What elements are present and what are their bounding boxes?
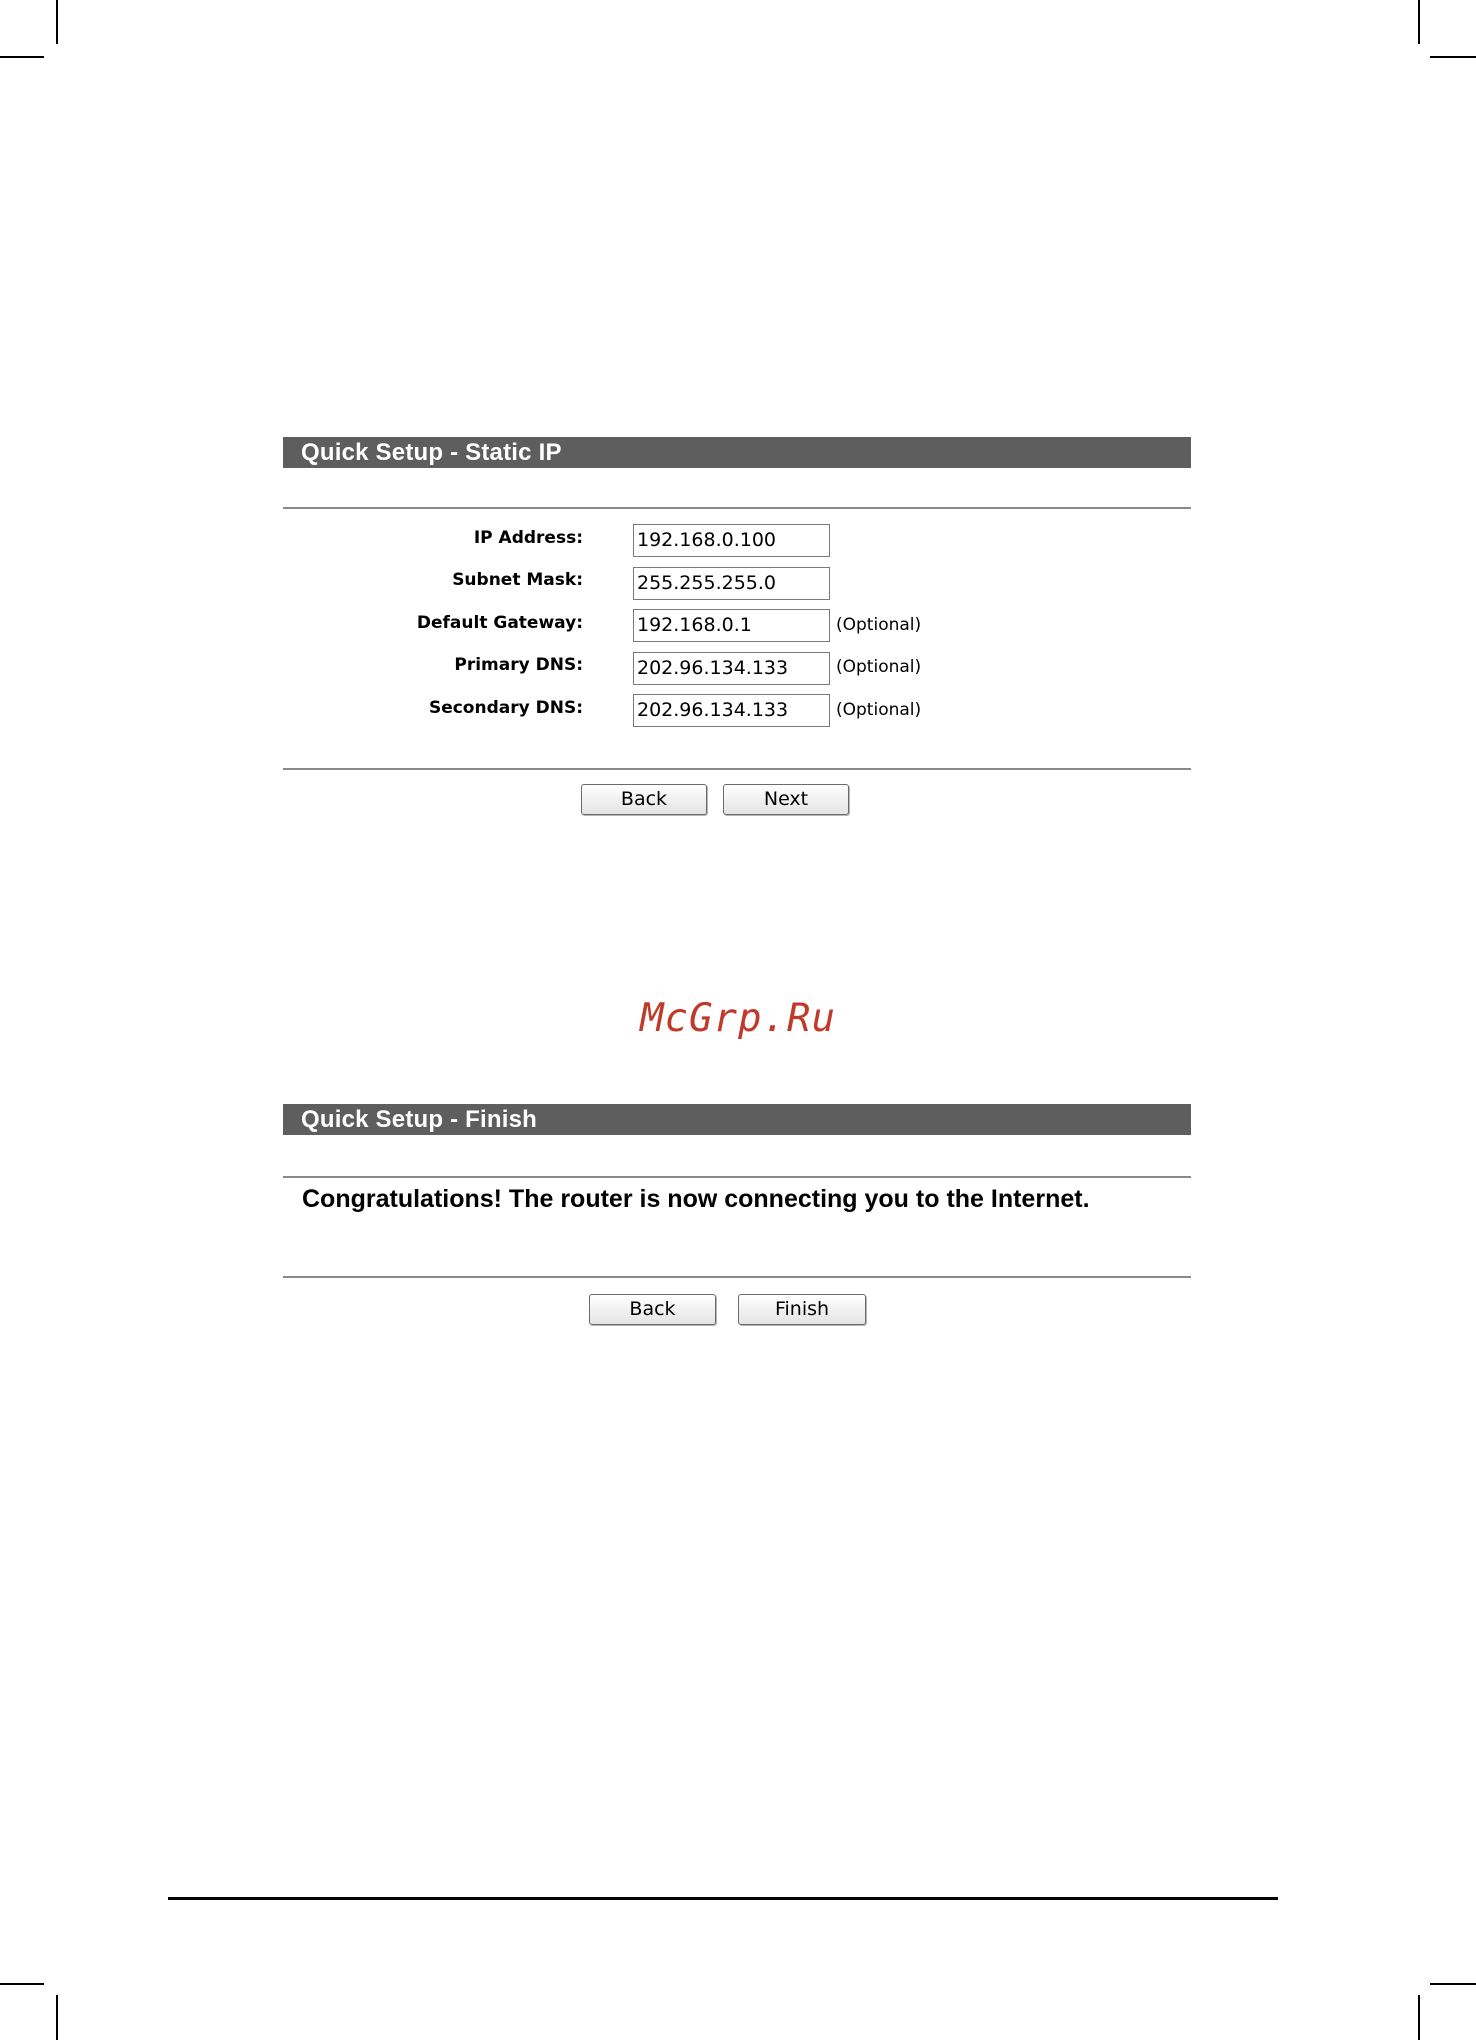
back-button[interactable]: Back: [581, 784, 707, 815]
ip-address-label: IP Address:: [473, 528, 583, 548]
static-ip-title: Quick Setup - Static IP: [283, 437, 1191, 468]
finish-button[interactable]: Finish: [738, 1294, 866, 1325]
footer-rule: [168, 1897, 1278, 1900]
crop-mark: [1430, 56, 1476, 58]
primary-dns-label: Primary DNS:: [454, 655, 583, 675]
congratulations-message: Congratulations! The router is now connecting you to the Internet.: [302, 1185, 1090, 1213]
next-button[interactable]: Next: [723, 784, 849, 815]
crop-mark: [0, 1983, 44, 1985]
secondary-dns-input[interactable]: 202.96.134.133: [633, 694, 830, 727]
subnet-mask-label: Subnet Mask:: [452, 570, 583, 590]
crop-mark: [0, 56, 44, 58]
ip-address-input[interactable]: 192.168.0.100: [633, 524, 830, 557]
back-button[interactable]: Back: [589, 1294, 716, 1325]
primary-dns-input[interactable]: 202.96.134.133: [633, 652, 830, 685]
crop-mark: [1418, 0, 1420, 44]
finish-panel: [283, 1104, 1191, 1330]
default-gateway-optional: (Optional): [836, 615, 922, 635]
divider: [283, 768, 1191, 770]
watermark: McGrp.Ru: [640, 996, 836, 1041]
subnet-mask-input[interactable]: 255.255.255.0: [633, 567, 830, 600]
static-ip-panel: [283, 437, 1191, 817]
secondary-dns-optional: (Optional): [836, 700, 922, 720]
crop-mark: [56, 0, 58, 44]
default-gateway-label: Default Gateway:: [416, 613, 583, 633]
default-gateway-input[interactable]: 192.168.0.1: [633, 609, 830, 642]
crop-mark: [1418, 1995, 1420, 2040]
crop-mark: [1430, 1983, 1476, 1985]
primary-dns-optional: (Optional): [836, 657, 922, 677]
secondary-dns-label: Secondary DNS:: [428, 698, 583, 718]
divider: [283, 1176, 1191, 1178]
finish-title: Quick Setup - Finish: [283, 1104, 1191, 1135]
divider: [283, 507, 1191, 509]
divider: [283, 1276, 1191, 1278]
crop-mark: [56, 1995, 58, 2040]
